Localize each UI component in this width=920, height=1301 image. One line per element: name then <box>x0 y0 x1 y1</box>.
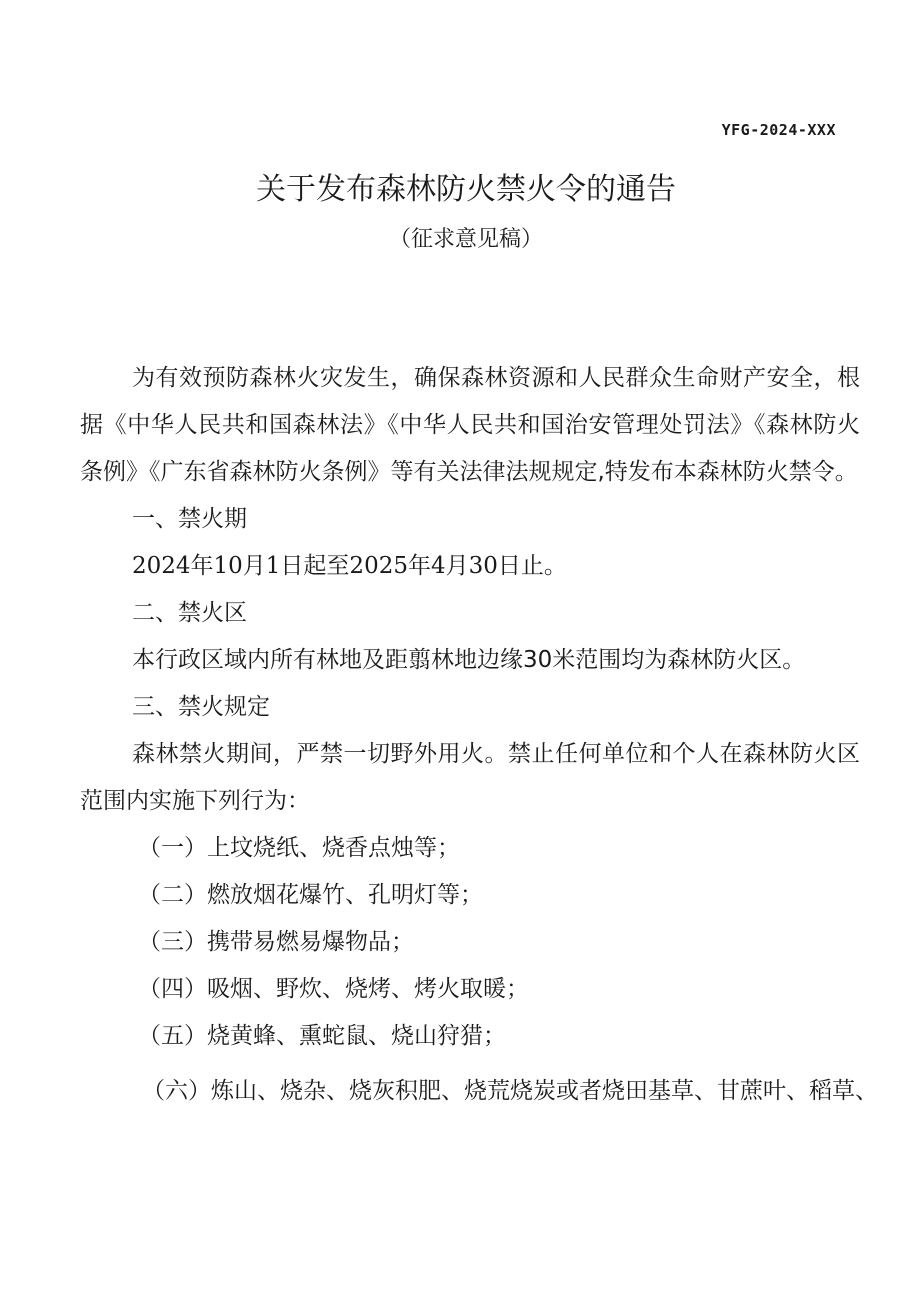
rule-item: （六）炼山、烧杂、烧灰积肥、烧荒烧炭或者烧田基草、甘蔗叶、稻草、 <box>142 1078 878 1104</box>
section-heading-fire-period: 一、禁火期 <box>132 506 247 532</box>
rule-item: （四）吸烟、野炊、烧烤、烤火取暖； <box>138 976 529 1002</box>
rule-item: （五）烧黄蜂、熏蛇鼠、烧山狩猎； <box>138 1023 506 1049</box>
intro-paragraph: 为有效预防森林火灾发生，确保森林资源和人民群众生命财产安全，根据《中华人民共和国森林法》《中华人民共和国治安管理处罚法》《森林防火条例》《广东省森林防火条例》等有关法律法规规定,特发布本森林防火禁令。 <box>80 365 860 485</box>
document-body <box>80 355 878 1115</box>
fire-rules-text: 森林禁火期间，严禁一切野外用火。禁止任何单位和个人在森林防火区范围内实施下列行为： <box>80 741 860 814</box>
section-heading-fire-rules: 三、禁火规定 <box>132 694 270 720</box>
document-code: YFG-2024-XXX <box>721 121 836 139</box>
rule-item: （三）携带易燃易爆物品； <box>138 929 414 955</box>
fire-zone-text: 本行政区域内所有林地及距翦林地边缘30米范围均为森林防火区。 <box>132 647 806 673</box>
document-title: 关于发布森林防火禁火令的通告 <box>256 172 676 207</box>
rule-item: （二）燃放烟花爆竹、孔明灯等； <box>138 882 483 908</box>
section-heading-fire-zone: 二、禁火区 <box>132 600 247 626</box>
fire-period-dates: 2024年10月1日起至2025年4月30日止。 <box>132 553 567 579</box>
rule-item: （一）上坟烧纸、烧香点烛等； <box>138 835 460 861</box>
document-subtitle: （征求意见稿） <box>388 227 543 252</box>
